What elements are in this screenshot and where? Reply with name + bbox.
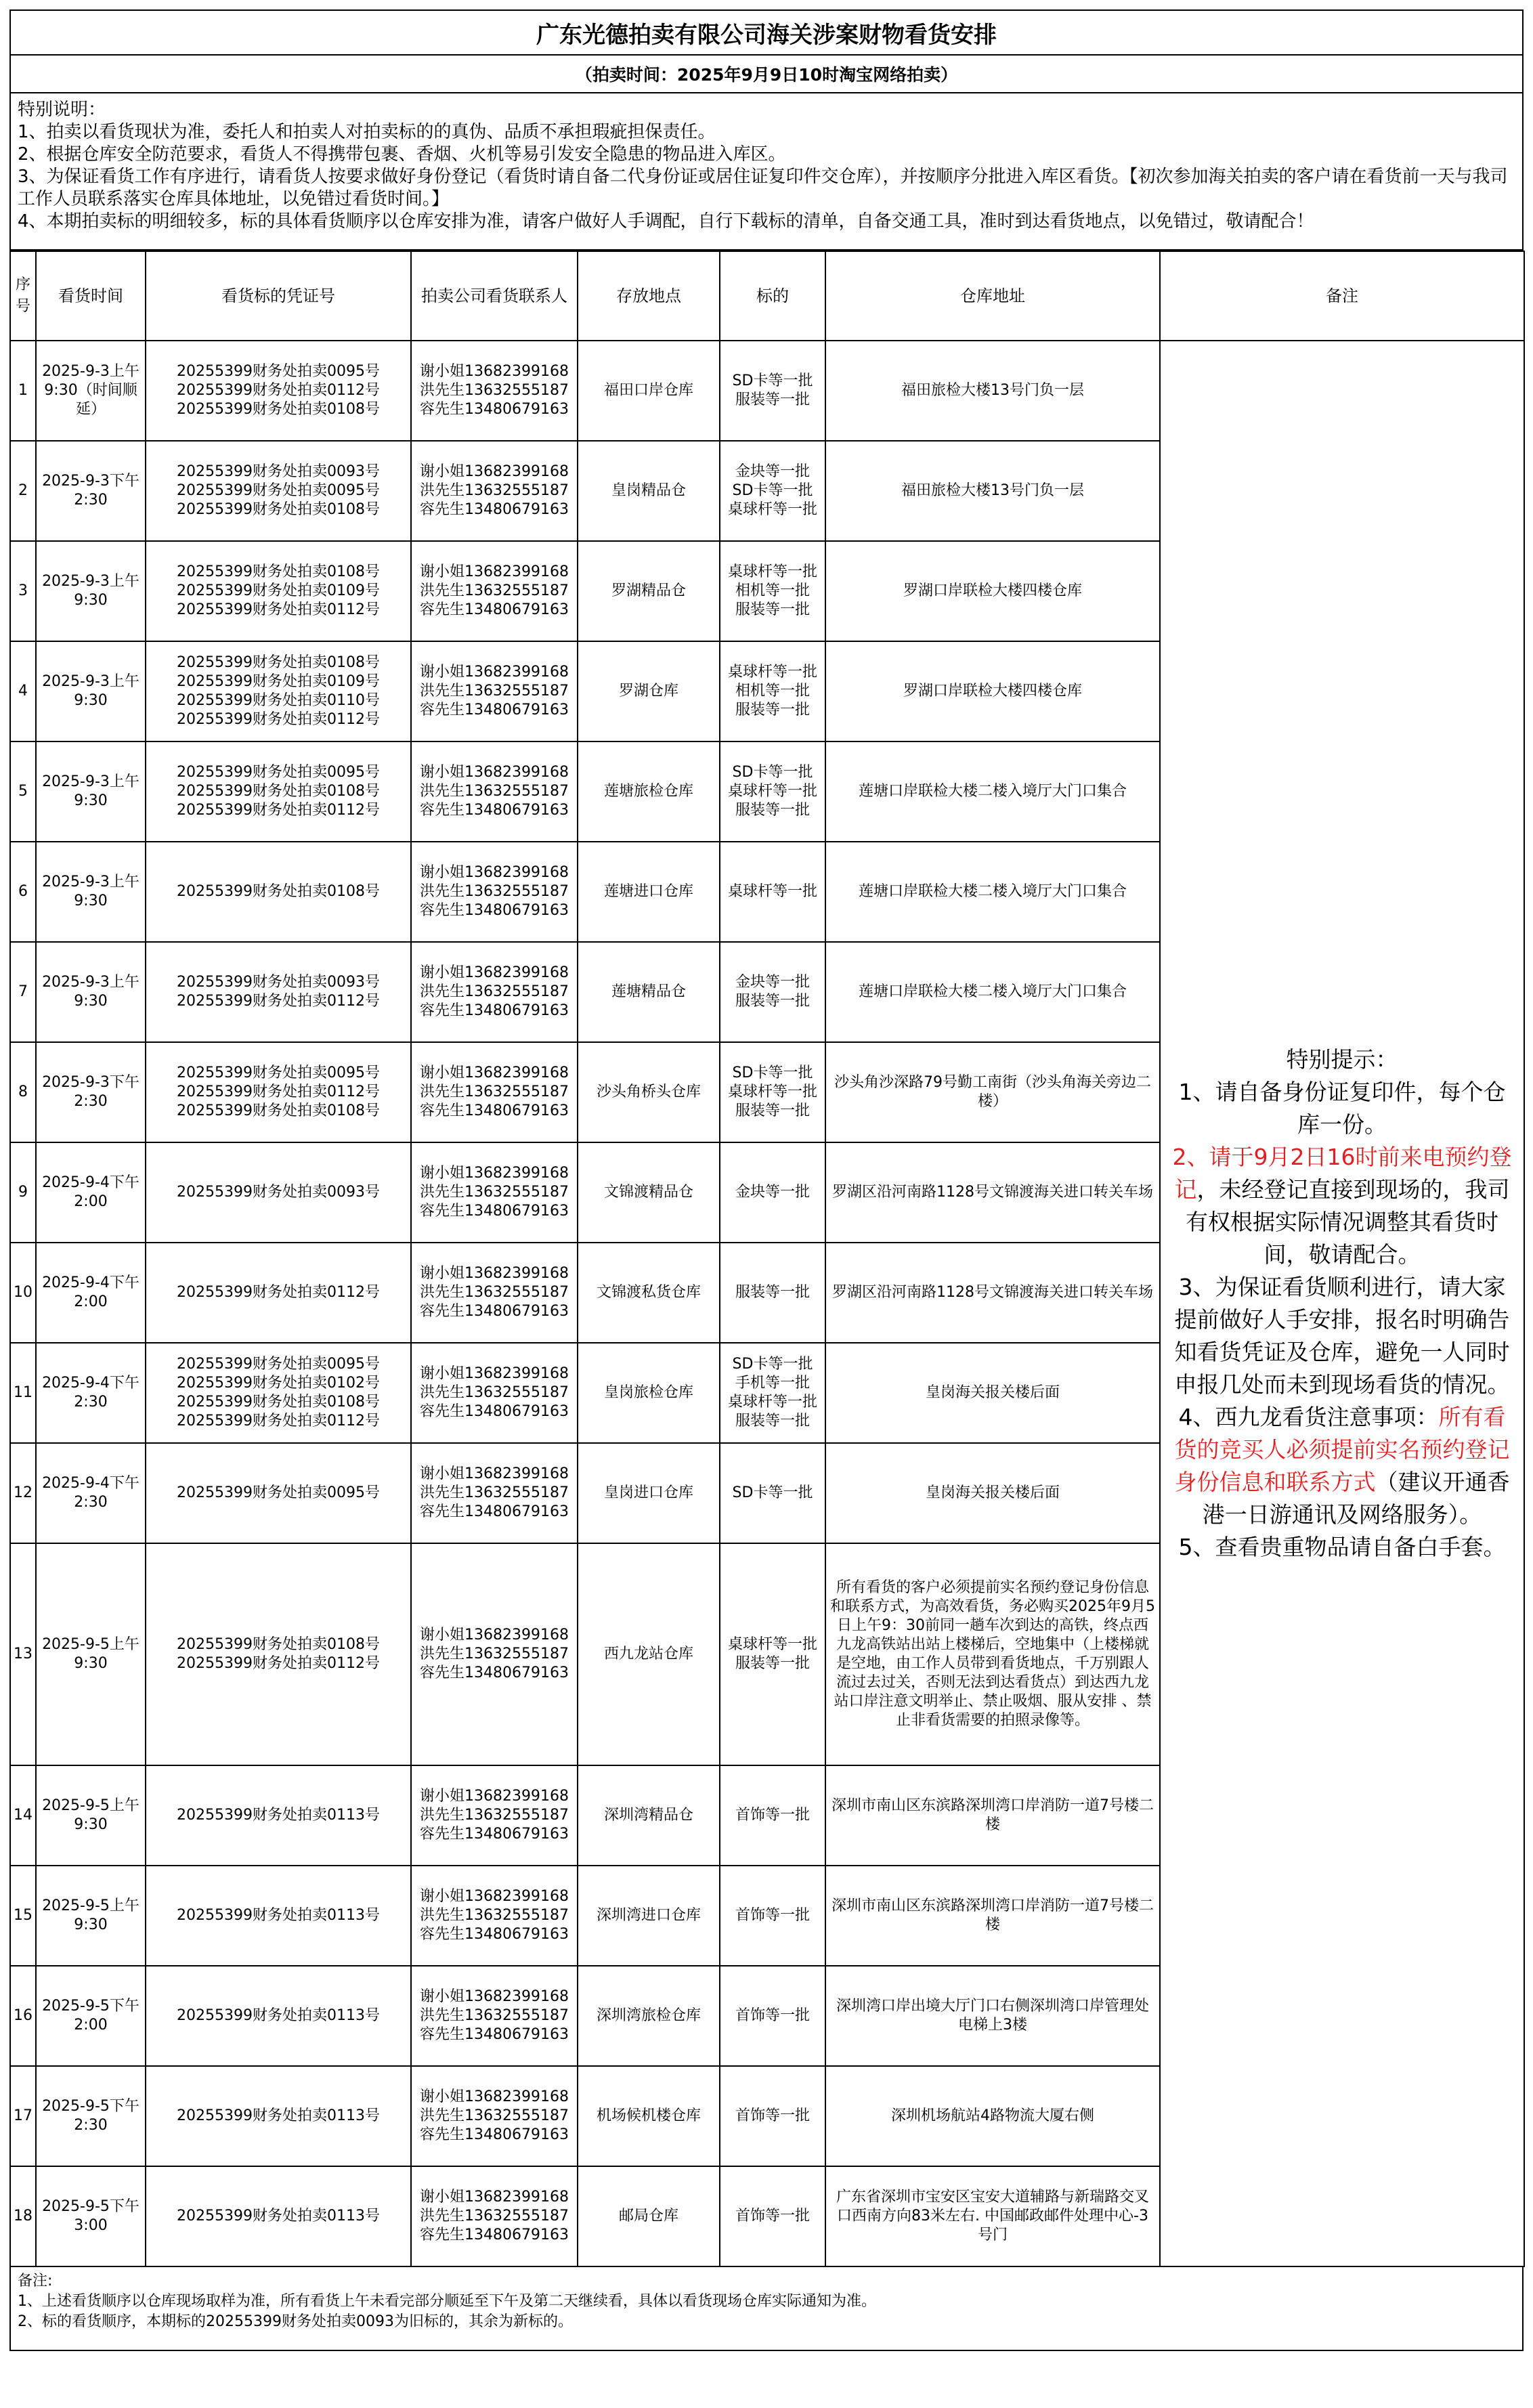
- contact-cell-line: 谢小姐13682399168: [420, 864, 569, 881]
- seq-cell: 8: [10, 1042, 36, 1142]
- address-cell: 深圳湾口岸出境大厅门口右侧深圳湾口岸管理处电梯上3楼: [825, 1966, 1160, 2066]
- contact-cell-line: 容先生13480679163: [420, 1826, 569, 1843]
- voucher-cell: [146, 1243, 411, 1343]
- voucher-cell: [146, 341, 411, 441]
- item-cell-line: 金块等一批: [735, 1184, 810, 1201]
- header-time: 看货时间: [36, 251, 146, 341]
- footer-line: 2、标的看货顺序，本期标的20255399财务处拍卖0093为旧标的，其余为新标的。: [18, 2313, 573, 2330]
- voucher-cell-line: 20255399财务处拍卖0108号: [177, 783, 380, 800]
- voucher-cell-line: 20255399财务处拍卖0108号: [177, 1636, 380, 1653]
- location-cell: 福田口岸仓库: [578, 341, 720, 441]
- notes-line: 4、本期拍卖标的明细较多，标的具体看货顺序以仓库安排为准，请客户做好人手调配，自行下载标的清单，自备交通工具，准时到达看货地点，以免错过，敬请配合！: [18, 211, 1314, 232]
- location-cell: 莲塘精品仓: [578, 942, 720, 1042]
- contact-cell-line: 洪先生13632555187: [420, 1083, 569, 1100]
- contact-cell-line: 洪先生13632555187: [420, 2107, 569, 2124]
- remark-item: [1171, 1401, 1513, 1531]
- time-cell: 2025-9-4下午2:30: [36, 1343, 146, 1443]
- schedule-body: [10, 341, 1524, 2266]
- contact-cell-line: 容先生13480679163: [420, 1203, 569, 1220]
- voucher-cell: [146, 541, 411, 641]
- footer-notes: [9, 2267, 1524, 2351]
- time-cell: 2025-9-3上午9:30（时间顺延）: [36, 341, 146, 441]
- contact-cell-line: 洪先生13632555187: [420, 1484, 569, 1501]
- voucher-cell-line: 20255399财务处拍卖0102号: [177, 1375, 380, 1392]
- address-cell: 深圳市南山区东滨路深圳湾口岸消防一道7号楼二楼: [825, 1866, 1160, 1966]
- address-cell: 深圳机场航站4路物流大厦右侧: [825, 2066, 1160, 2166]
- voucher-cell: [146, 1966, 411, 2066]
- contact-cell-line: 容先生13480679163: [420, 2026, 569, 2043]
- contact-cell-line: 容先生13480679163: [420, 1403, 569, 1420]
- contact-cell: [411, 541, 578, 641]
- item-cell-line: 手机等一批: [735, 1375, 810, 1392]
- voucher-cell-line: 20255399财务处拍卖0095号: [177, 1484, 380, 1501]
- location-cell: 莲塘进口仓库: [578, 842, 720, 942]
- voucher-cell: [146, 1866, 411, 1966]
- contact-cell-line: 洪先生13632555187: [420, 683, 569, 700]
- contact-cell-line: 洪先生13632555187: [420, 382, 569, 399]
- location-cell: 皇岗精品仓: [578, 441, 720, 541]
- seq-cell: 6: [10, 842, 36, 942]
- contact-cell-line: 洪先生13632555187: [420, 1384, 569, 1401]
- item-cell-line: SD卡等一批: [732, 372, 813, 389]
- voucher-cell: [146, 641, 411, 741]
- contact-cell-line: 容先生13480679163: [420, 2126, 569, 2143]
- contact-cell-line: 洪先生13632555187: [420, 983, 569, 1000]
- footer-heading: 备注:: [18, 2273, 53, 2289]
- item-cell: [720, 1443, 825, 1543]
- contact-cell-line: 谢小姐13682399168: [420, 1065, 569, 1081]
- location-cell: 沙头角桥头仓库: [578, 1042, 720, 1142]
- location-cell: 邮局仓库: [578, 2166, 720, 2266]
- contact-cell-line: 谢小姐13682399168: [420, 2189, 569, 2206]
- contact-cell-line: 谢小姐13682399168: [420, 563, 569, 580]
- contact-cell-line: 容先生13480679163: [420, 1102, 569, 1119]
- special-notes: [9, 93, 1524, 251]
- remark-text: ，未经登记直接到现场的，我司有权根据实际情况调整其看货时间，敬请配合。: [1186, 1176, 1510, 1268]
- contact-cell-line: 容先生13480679163: [420, 501, 569, 518]
- address-cell: 罗湖口岸联检大楼四楼仓库: [825, 641, 1160, 741]
- address-cell: 福田旅检大楼13号门负一层: [825, 441, 1160, 541]
- item-cell-line: SD卡等一批: [732, 482, 813, 499]
- contact-cell-line: 容先生13480679163: [420, 601, 569, 618]
- voucher-cell-line: 20255399财务处拍卖0095号: [177, 764, 380, 781]
- voucher-cell: [146, 1765, 411, 1866]
- contact-cell-line: 谢小姐13682399168: [420, 1365, 569, 1382]
- voucher-cell: [146, 1543, 411, 1765]
- voucher-cell: [146, 1142, 411, 1243]
- remark-text: （建议开通香港一日游通讯及网络服务）。: [1202, 1469, 1510, 1528]
- contact-cell: [411, 1042, 578, 1142]
- voucher-cell-line: 20255399财务处拍卖0113号: [177, 2007, 380, 2024]
- notes-line: 2、根据仓库安全防范要求，看货人不得携带包裹、香烟、火机等易引发安全隐患的物品进入库区。: [18, 144, 786, 165]
- contact-cell-line: 谢小姐13682399168: [420, 664, 569, 681]
- time-cell: 2025-9-5下午3:00: [36, 2166, 146, 2266]
- item-cell-line: 桌球杆等一批: [727, 563, 817, 580]
- location-cell: 西九龙站仓库: [578, 1543, 720, 1765]
- item-cell-line: 服装等一批: [735, 601, 810, 618]
- page-title: 广东光德拍卖有限公司海关涉案财物看货安排: [9, 9, 1524, 56]
- seq-cell: 9: [10, 1142, 36, 1243]
- header-location: 存放地点: [578, 251, 720, 341]
- seq-cell: 17: [10, 2066, 36, 2166]
- location-cell: 皇岗进口仓库: [578, 1443, 720, 1543]
- address-cell: 广东省深圳市宝安区宝安大道辅路与新瑞路交叉口西南方向83米左右. 中国邮政邮件处理中心-3号门: [825, 2166, 1160, 2266]
- item-cell: [720, 641, 825, 741]
- item-cell: [720, 1243, 825, 1343]
- voucher-cell-line: 20255399财务处拍卖0109号: [177, 582, 380, 599]
- voucher-cell-line: 20255399财务处拍卖0112号: [177, 382, 380, 399]
- item-cell-line: 金块等一批: [735, 974, 810, 991]
- contact-cell: [411, 341, 578, 441]
- contact-cell-line: 洪先生13632555187: [420, 1184, 569, 1201]
- item-cell-line: 首饰等一批: [735, 2208, 810, 2224]
- remark-item: 1、请自备身份证复印件，每个仓库一份。: [1178, 1079, 1506, 1138]
- header-address: 仓库地址: [825, 251, 1160, 341]
- header-contact: 拍卖公司看货联系人: [411, 251, 578, 341]
- voucher-cell: [146, 1443, 411, 1543]
- item-cell-line: SD卡等一批: [732, 764, 813, 781]
- location-cell: 深圳湾旅检仓库: [578, 1966, 720, 2066]
- location-cell: 文锦渡私货仓库: [578, 1243, 720, 1343]
- location-cell: 深圳湾进口仓库: [578, 1866, 720, 1966]
- contact-cell-line: 洪先生13632555187: [420, 2208, 569, 2224]
- item-cell-line: 桌球杆等一批: [727, 501, 817, 518]
- remark-item: [1171, 1141, 1513, 1271]
- item-cell: [720, 1343, 825, 1443]
- contact-cell-line: 容先生13480679163: [420, 1664, 569, 1681]
- address-cell: 莲塘口岸联检大楼二楼入境厅大门口集合: [825, 842, 1160, 942]
- contact-cell: [411, 641, 578, 741]
- contact-cell-line: 谢小姐13682399168: [420, 1627, 569, 1643]
- item-cell-line: 服装等一批: [735, 802, 810, 819]
- remark-red-text: 所有看货的竞买人必须提前实名预约登记身份信息和联系方式: [1174, 1404, 1510, 1495]
- contact-cell: [411, 2066, 578, 2166]
- location-cell: 罗湖精品仓: [578, 541, 720, 641]
- item-cell-line: 服装等一批: [735, 391, 810, 408]
- contact-cell: [411, 1142, 578, 1243]
- item-cell-line: 桌球杆等一批: [727, 664, 817, 681]
- contact-cell-line: 谢小姐13682399168: [420, 764, 569, 781]
- voucher-cell-line: 20255399财务处拍卖0112号: [177, 1284, 380, 1301]
- seq-cell: 10: [10, 1243, 36, 1343]
- voucher-cell-line: 20255399财务处拍卖0112号: [177, 601, 380, 618]
- seq-cell: 14: [10, 1765, 36, 1866]
- remark-cell: [1160, 341, 1524, 2266]
- seq-cell: 3: [10, 541, 36, 641]
- contact-cell-line: 谢小姐13682399168: [420, 1265, 569, 1282]
- location-cell: 深圳湾精品仓: [578, 1765, 720, 1866]
- time-cell: 2025-9-4下午2:00: [36, 1142, 146, 1243]
- footer-line: 1、上述看货顺序以仓库现场取样为准，所有看货上午未看完部分顺延至下午及第二天继续看，具体以看货现场仓库实际通知为准。: [18, 2293, 877, 2310]
- contact-cell: [411, 1543, 578, 1765]
- contact-cell-line: 谢小姐13682399168: [420, 964, 569, 981]
- voucher-cell-line: 20255399财务处拍卖0095号: [177, 1065, 380, 1081]
- voucher-cell: [146, 1042, 411, 1142]
- item-cell: [720, 842, 825, 942]
- voucher-cell: [146, 1343, 411, 1443]
- voucher-cell-line: 20255399财务处拍卖0093号: [177, 974, 380, 991]
- address-cell: 罗湖区沿河南路1128号文锦渡海关进口转关车场: [825, 1243, 1160, 1343]
- voucher-cell-line: 20255399财务处拍卖0108号: [177, 1394, 380, 1411]
- location-cell: 文锦渡精品仓: [578, 1142, 720, 1243]
- item-cell-line: 服装等一批: [735, 1284, 810, 1301]
- contact-cell-line: 洪先生13632555187: [420, 883, 569, 900]
- address-cell: 罗湖区沿河南路1128号文锦渡海关进口转关车场: [825, 1142, 1160, 1243]
- time-cell: 2025-9-5上午9:30: [36, 1866, 146, 1966]
- location-cell: 机场候机楼仓库: [578, 2066, 720, 2166]
- table-row: [10, 341, 1524, 441]
- time-cell: 2025-9-4下午2:30: [36, 1443, 146, 1543]
- voucher-cell-line: 20255399财务处拍卖0093号: [177, 1184, 380, 1201]
- voucher-cell-line: 20255399财务处拍卖0112号: [177, 993, 380, 1010]
- voucher-cell-line: 20255399财务处拍卖0113号: [177, 1907, 380, 1924]
- voucher-cell: [146, 441, 411, 541]
- contact-cell: [411, 942, 578, 1042]
- contact-cell: [411, 1443, 578, 1543]
- time-cell: 2025-9-5上午9:30: [36, 1765, 146, 1866]
- item-cell-line: 服装等一批: [735, 702, 810, 718]
- seq-cell: 7: [10, 942, 36, 1042]
- time-cell: 2025-9-3上午9:30: [36, 641, 146, 741]
- remark-heading: 特别提示：: [1286, 1046, 1398, 1073]
- item-cell-line: 首饰等一批: [735, 2107, 810, 2124]
- seq-cell: 13: [10, 1543, 36, 1765]
- seq-cell: 4: [10, 641, 36, 741]
- voucher-cell-line: 20255399财务处拍卖0112号: [177, 802, 380, 819]
- voucher-cell-line: 20255399财务处拍卖0093号: [177, 463, 380, 480]
- contact-cell-line: 谢小姐13682399168: [420, 1888, 569, 1905]
- time-cell: 2025-9-5下午2:30: [36, 2066, 146, 2166]
- address-cell: 莲塘口岸联检大楼二楼入境厅大门口集合: [825, 942, 1160, 1042]
- item-cell-line: 首饰等一批: [735, 1807, 810, 1824]
- address-cell: 沙头角沙深路79号勤工南街（沙头角海关旁边二楼）: [825, 1042, 1160, 1142]
- item-cell: [720, 942, 825, 1042]
- contact-cell-line: 容先生13480679163: [420, 1002, 569, 1019]
- item-cell: [720, 2066, 825, 2166]
- item-cell-line: 桌球杆等一批: [727, 1083, 817, 1100]
- item-cell-line: 服装等一批: [735, 1655, 810, 1672]
- item-cell: [720, 1543, 825, 1765]
- contact-cell-line: 容先生13480679163: [420, 1503, 569, 1520]
- contact-cell: [411, 842, 578, 942]
- time-cell: 2025-9-4下午2:00: [36, 1243, 146, 1343]
- header-voucher: 看货标的凭证号: [146, 251, 411, 341]
- contact-cell-line: 洪先生13632555187: [420, 582, 569, 599]
- address-cell: 福田旅检大楼13号门负一层: [825, 341, 1160, 441]
- address-cell: 罗湖口岸联检大楼四楼仓库: [825, 541, 1160, 641]
- contact-cell-line: 容先生13480679163: [420, 1926, 569, 1943]
- voucher-cell-line: 20255399财务处拍卖0113号: [177, 1807, 380, 1824]
- item-cell: [720, 741, 825, 842]
- contact-cell-line: 谢小姐13682399168: [420, 1165, 569, 1182]
- voucher-cell: [146, 2166, 411, 2266]
- schedule-table: [9, 251, 1525, 2267]
- item-cell-line: SD卡等一批: [732, 1356, 813, 1373]
- voucher-cell-line: 20255399财务处拍卖0110号: [177, 692, 380, 709]
- remark-item: 5、查看贵重物品请自备白手套。: [1178, 1534, 1506, 1560]
- item-cell-line: 服装等一批: [735, 1413, 810, 1429]
- contact-cell-line: 容先生13480679163: [420, 2227, 569, 2243]
- time-cell: 2025-9-3上午9:30: [36, 942, 146, 1042]
- item-cell: [720, 1866, 825, 1966]
- remark-text: 4、西九龙看货注意事项：: [1178, 1404, 1439, 1430]
- contact-cell-line: 洪先生13632555187: [420, 482, 569, 499]
- notes-line: 3、为保证看货工作有序进行，请看货人按要求做好身份登记（看货时请自备二代身份证或居住证复印件交仓库），并按顺序分批进入库区看货。【初次参加海关拍卖的客户请在看货前一天与我司工作人员联系落实仓库具体地址，以免错过看货时间。】: [18, 167, 1508, 209]
- time-cell: 2025-9-3下午2:30: [36, 1042, 146, 1142]
- contact-cell-line: 洪先生13632555187: [420, 1284, 569, 1301]
- address-cell: 所有看货的客户必须提前实名预约登记身份信息和联系方式，为高效看货，务必购买2025年9月5日上午9：30前同一趟车次到达的高铁，终点西九龙高铁站出站上楼梯后，空地集中（上楼梯就是空地，由工作人员带到看货地点，千万别跟人流过去过关，否则无法到达看货点）到达西九龙站口岸注意文明举止、禁止吸烟、服从安排 、禁止非看货需要的拍照录像等。: [825, 1543, 1160, 1765]
- time-cell: 2025-9-5上午9:30: [36, 1543, 146, 1765]
- contact-cell-line: 洪先生13632555187: [420, 1646, 569, 1662]
- voucher-cell: [146, 842, 411, 942]
- contact-cell-line: 容先生13480679163: [420, 902, 569, 919]
- header-remark: 备注: [1160, 251, 1524, 341]
- item-cell-line: SD卡等一批: [732, 1484, 813, 1501]
- voucher-cell-line: 20255399财务处拍卖0095号: [177, 363, 380, 380]
- contact-cell-line: 谢小姐13682399168: [420, 1788, 569, 1805]
- item-cell: [720, 1966, 825, 2066]
- item-cell-line: SD卡等一批: [732, 1065, 813, 1081]
- time-cell: 2025-9-3上午9:30: [36, 842, 146, 942]
- voucher-cell-line: 20255399财务处拍卖0108号: [177, 401, 380, 418]
- location-cell: 皇岗旅检仓库: [578, 1343, 720, 1443]
- header-seq: 序号: [10, 251, 36, 341]
- remark-item: 3、为保证看货顺利进行，请大家提前做好人手安排，报名时明确告知看货凭证及仓库，避免一人同时申报几处而未到现场看货的情况。: [1174, 1274, 1510, 1398]
- voucher-cell-line: 20255399财务处拍卖0095号: [177, 1356, 380, 1373]
- item-cell: [720, 341, 825, 441]
- location-cell: 莲塘旅检仓库: [578, 741, 720, 842]
- voucher-cell-line: 20255399财务处拍卖0112号: [177, 1655, 380, 1672]
- item-cell-line: 桌球杆等一批: [727, 1394, 817, 1411]
- contact-cell-line: 洪先生13632555187: [420, 783, 569, 800]
- seq-cell: 18: [10, 2166, 36, 2266]
- voucher-cell-line: 20255399财务处拍卖0108号: [177, 654, 380, 671]
- seq-cell: 2: [10, 441, 36, 541]
- item-cell-line: 桌球杆等一批: [727, 783, 817, 800]
- voucher-cell-line: 20255399财务处拍卖0113号: [177, 2107, 380, 2124]
- voucher-cell-line: 20255399财务处拍卖0113号: [177, 2208, 380, 2224]
- contact-cell-line: 容先生13480679163: [420, 401, 569, 418]
- voucher-cell-line: 20255399财务处拍卖0108号: [177, 1102, 380, 1119]
- item-cell: [720, 1042, 825, 1142]
- contact-cell-line: 容先生13480679163: [420, 1303, 569, 1320]
- contact-cell-line: 洪先生13632555187: [420, 2007, 569, 2024]
- contact-cell-line: 容先生13480679163: [420, 802, 569, 819]
- item-cell-line: 服装等一批: [735, 993, 810, 1010]
- contact-cell-line: 洪先生13632555187: [420, 1907, 569, 1924]
- time-cell: 2025-9-5下午2:00: [36, 1966, 146, 2066]
- address-cell: 莲塘口岸联检大楼二楼入境厅大门口集合: [825, 741, 1160, 842]
- voucher-cell-line: 20255399财务处拍卖0112号: [177, 711, 380, 728]
- voucher-cell-line: 20255399财务处拍卖0108号: [177, 883, 380, 900]
- seq-cell: 1: [10, 341, 36, 441]
- time-cell: 2025-9-3上午9:30: [36, 541, 146, 641]
- voucher-cell: [146, 741, 411, 842]
- voucher-cell: [146, 2066, 411, 2166]
- item-cell-line: 桌球杆等一批: [727, 1636, 817, 1653]
- document-page: [9, 9, 1524, 2351]
- auction-time-subtitle: （拍卖时间：2025年9月9日10时淘宝网络拍卖）: [9, 56, 1524, 93]
- item-cell-line: 相机等一批: [735, 582, 810, 599]
- item-cell-line: 桌球杆等一批: [727, 883, 817, 900]
- contact-cell: [411, 1243, 578, 1343]
- contact-cell-line: 容先生13480679163: [420, 702, 569, 718]
- location-cell: 罗湖仓库: [578, 641, 720, 741]
- voucher-cell: [146, 942, 411, 1042]
- contact-cell-line: 谢小姐13682399168: [420, 1988, 569, 2005]
- contact-cell: [411, 1765, 578, 1866]
- item-cell-line: 首饰等一批: [735, 1907, 810, 1924]
- seq-cell: 11: [10, 1343, 36, 1443]
- item-cell-line: 服装等一批: [735, 1102, 810, 1119]
- notes-heading: 特别说明：: [18, 100, 106, 120]
- voucher-cell-line: 20255399财务处拍卖0095号: [177, 482, 380, 499]
- item-cell-line: 相机等一批: [735, 683, 810, 700]
- voucher-cell-line: 20255399财务处拍卖0109号: [177, 673, 380, 690]
- contact-cell: [411, 1966, 578, 2066]
- notes-line: 1、拍卖以看货现状为准，委托人和拍卖人对拍卖标的的真伪、品质不承担瑕疵担保责任。: [18, 122, 716, 142]
- item-cell: [720, 441, 825, 541]
- contact-cell-line: 谢小姐13682399168: [420, 2088, 569, 2105]
- remark-red-text: 2、请于9月2日16时前来电预约登记: [1172, 1144, 1512, 1203]
- voucher-cell-line: 20255399财务处拍卖0112号: [177, 1413, 380, 1429]
- seq-cell: 5: [10, 741, 36, 842]
- address-cell: 皇岗海关报关楼后面: [825, 1343, 1160, 1443]
- voucher-cell-line: 20255399财务处拍卖0112号: [177, 1083, 380, 1100]
- seq-cell: 15: [10, 1866, 36, 1966]
- item-cell-line: 首饰等一批: [735, 2007, 810, 2024]
- contact-cell: [411, 2166, 578, 2266]
- contact-cell: [411, 741, 578, 842]
- contact-cell-line: 谢小姐13682399168: [420, 463, 569, 480]
- seq-cell: 12: [10, 1443, 36, 1543]
- seq-cell: 16: [10, 1966, 36, 2066]
- header-item: 标的: [720, 251, 825, 341]
- address-cell: 深圳市南山区东滨路深圳湾口岸消防一道7号楼二楼: [825, 1765, 1160, 1866]
- time-cell: 2025-9-3下午2:30: [36, 441, 146, 541]
- contact-cell: [411, 1866, 578, 1966]
- voucher-cell-line: 20255399财务处拍卖0108号: [177, 501, 380, 518]
- item-cell: [720, 1142, 825, 1243]
- contact-cell-line: 谢小姐13682399168: [420, 1465, 569, 1482]
- contact-cell-line: 洪先生13632555187: [420, 1807, 569, 1824]
- item-cell-line: 金块等一批: [735, 463, 810, 480]
- time-cell: 2025-9-3上午9:30: [36, 741, 146, 842]
- item-cell: [720, 2166, 825, 2266]
- contact-cell: [411, 1343, 578, 1443]
- address-cell: 皇岗海关报关楼后面: [825, 1443, 1160, 1543]
- contact-cell: [411, 441, 578, 541]
- contact-cell-line: 谢小姐13682399168: [420, 363, 569, 380]
- item-cell: [720, 541, 825, 641]
- voucher-cell-line: 20255399财务处拍卖0108号: [177, 563, 380, 580]
- item-cell: [720, 1765, 825, 1866]
